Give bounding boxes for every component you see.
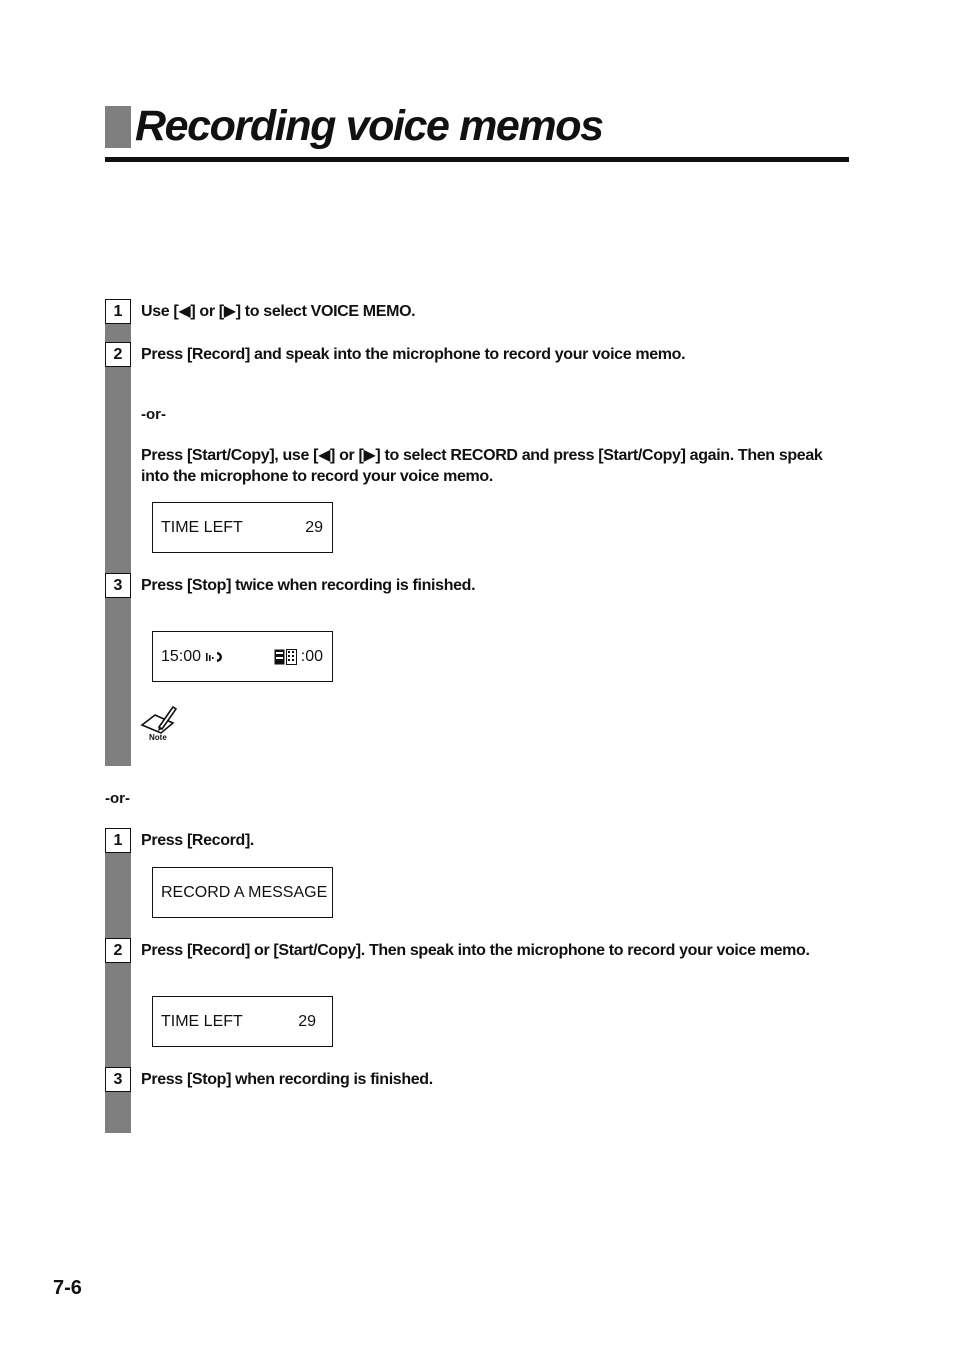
s1-step2-number: 2 <box>105 342 131 367</box>
or-separator: -or- <box>105 790 130 807</box>
lcd-label: TIME LEFT <box>161 519 243 536</box>
note-label: Note <box>149 733 167 742</box>
lcd-counter: :00 <box>300 648 323 665</box>
tape-counter-icon <box>274 649 298 665</box>
lcd-label: RECORD A MESSAGE <box>161 884 328 901</box>
title-marker <box>105 106 131 148</box>
s2-step1-number: 1 <box>105 828 131 853</box>
s2-step3-number: 3 <box>105 1067 131 1092</box>
lcd-label: TIME LEFT <box>161 1013 243 1030</box>
page-title: Recording voice memos <box>135 102 603 150</box>
lcd-display-record-message <box>152 867 333 918</box>
s2-step2-text: Press [Record] or [Start/Copy]. Then speak into the microphone to record your voice memo. <box>141 942 810 959</box>
lcd-display-recording <box>152 631 333 682</box>
s1-alt-instruction: Press [Start/Copy], use [◀] or [▶] to select RECORD and press [Start/Copy] again. Then speak into the microphone to record your voice memo. <box>141 447 823 485</box>
s1-step2-text: Press [Record] and speak into the microphone to record your voice memo. <box>141 346 686 363</box>
lcd-value: 29 <box>305 519 323 536</box>
section1-bar <box>105 300 131 766</box>
s1-step1-number: 1 <box>105 299 131 324</box>
s2-step3-text: Press [Stop] when recording is finished. <box>141 1071 433 1088</box>
s2-step1-text: Press [Record]. <box>141 832 255 849</box>
lcd-value: 29 <box>298 1013 316 1030</box>
microphone-signal-icon <box>205 650 229 664</box>
lcd-time: 15:00 <box>161 648 202 665</box>
s1-step3-number: 3 <box>105 573 131 598</box>
lcd-display-time-left <box>152 502 333 553</box>
s1-step3-text: Press [Stop] twice when recording is finished. <box>141 577 476 594</box>
s1-step1-text: Use [◀] or [▶] to select VOICE MEMO. <box>141 303 416 320</box>
lcd-display-time-left-2 <box>152 996 333 1047</box>
page-number: 7-6 <box>53 1277 82 1299</box>
page-header <box>105 102 849 164</box>
s2-step2-number: 2 <box>105 938 131 963</box>
s1-or-text: -or- <box>141 406 166 423</box>
title-rule <box>105 157 849 162</box>
